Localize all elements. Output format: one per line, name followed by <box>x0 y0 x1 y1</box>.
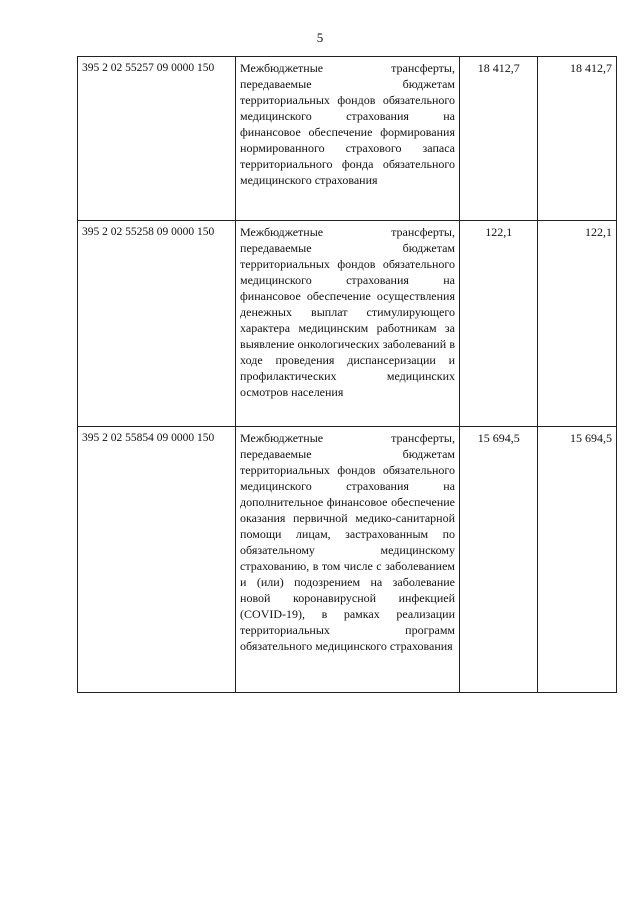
value-cell: 18 412,7 <box>460 57 538 221</box>
value-cell: 122,1 <box>460 221 538 427</box>
table-row <box>78 221 617 427</box>
table-row <box>78 427 617 693</box>
value-cell: 122,1 <box>538 221 617 427</box>
page-number: 5 <box>316 30 324 45</box>
description-cell: Межбюджетные трансферты, передаваемые бюджетам территориальных фондов обязательного медицинского страхования на финансовое обеспечение формирования нормированного страхового запаса территориального фонда обязательного медицинского страхования <box>236 57 460 221</box>
table-row <box>78 57 617 221</box>
budget-code-cell: 395 2 02 55258 09 0000 150 <box>78 221 236 427</box>
value-cell: 15 694,5 <box>538 427 617 693</box>
value-cell: 18 412,7 <box>538 57 617 221</box>
description-cell: Межбюджетные трансферты, передаваемые бюджетам территориальных фондов обязательного медицинского страхования на дополнительное финансовое обеспечение оказания первичной медико-санитарной помощи лицам, застрахованным по обязательному медицинскому страхованию, в том числе с заболеванием и (или) подозрением на заболевание новой коронавирусной инфекцией (COVID-19), в рамках реализации территориальных программ обязательного медицинского страхования <box>236 427 460 693</box>
value-cell: 15 694,5 <box>460 427 538 693</box>
description-cell: Межбюджетные трансферты, передаваемые бюджетам территориальных фондов обязательного медицинского страхования на финансовое обеспечение осуществления денежных выплат стимулирующего характера медицинским работникам за выявление онкологических заболеваний в ходе проведения диспансеризации и профилактических медицинских осмотров населения <box>236 221 460 427</box>
budget-code-cell: 395 2 02 55854 09 0000 150 <box>78 427 236 693</box>
budget-table <box>77 56 617 693</box>
budget-code-cell: 395 2 02 55257 09 0000 150 <box>78 57 236 221</box>
